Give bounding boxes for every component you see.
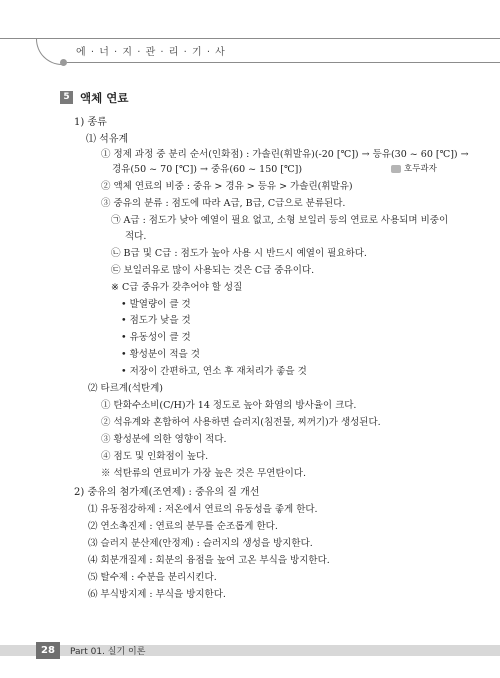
subitem-tar: ⑵ 타르계(석탄계) bbox=[88, 383, 163, 394]
bullet-item: • 점도가 낮을 것 bbox=[121, 315, 191, 326]
list-item: ⑸ 탈수제 : 수분을 분리시킨다. bbox=[88, 572, 217, 583]
section-title: 액체 연료 bbox=[80, 91, 129, 105]
list-item: ⑵ 연소촉진제 : 연료의 분무를 순조롭게 한다. bbox=[88, 521, 278, 532]
watermark-text: 호두과자 bbox=[404, 164, 437, 174]
text-line: 적다. bbox=[125, 231, 147, 242]
text-line: ③ 중유의 분류 : 점도에 따라 A급, B급, C급으로 분류된다. bbox=[101, 198, 346, 209]
text-line: ① 정제 과정 중 분리 순서(인화점) : 가솔린(휘발유)(-20 [℃]) → 등유(30 ~ 60 [℃]) → bbox=[101, 149, 469, 160]
item-1-heading: 1) 종류 bbox=[74, 117, 107, 128]
list-item: ⑶ 슬러지 분산제(안정제) : 슬러지의 생성을 방지한다. bbox=[88, 538, 313, 549]
text-line: ② 석유계와 혼합하여 사용하면 슬러지(침전물, 찌꺼기)가 생성된다. bbox=[101, 417, 381, 428]
watermark-label bbox=[391, 162, 437, 174]
text-line: ④ 점도 및 인화점이 높다. bbox=[101, 451, 209, 462]
header-rule bbox=[0, 38, 500, 39]
page-number: 28 bbox=[36, 642, 60, 659]
note-line: ※ C급 중유가 갖추어야 할 성질 bbox=[111, 282, 243, 293]
running-header: 에 · 너 · 지 · 관 · 리 · 기 · 사 bbox=[76, 47, 226, 58]
list-item: ⑴ 유동점강하제 : 저온에서 연료의 유동성을 좋게 한다. bbox=[88, 504, 318, 515]
list-item: ⑹ 부식방지제 : 부식을 방지한다. bbox=[88, 589, 226, 600]
subitem-petroleum: ⑴ 석유계 bbox=[86, 134, 129, 145]
list-item: ⑷ 회분개질제 : 회분의 융점을 높여 고온 부식을 방지한다. bbox=[88, 555, 330, 566]
item-2-heading: 2) 중유의 첨가제(조연제) : 중유의 질 개선 bbox=[74, 487, 260, 498]
bullet-item: • 발열량이 클 것 bbox=[121, 299, 191, 310]
text-line: ㉢ 보일러유로 많이 사용되는 것은 C급 중유이다. bbox=[111, 265, 315, 276]
watermark-icon bbox=[391, 165, 401, 173]
text-line: ③ 황성분에 의한 영향이 적다. bbox=[101, 434, 227, 445]
text-line: ㉡ B급 및 C급 : 점도가 높아 사용 시 반드시 예열이 필요하다. bbox=[111, 248, 367, 259]
bullet-item: • 황성분이 적을 것 bbox=[121, 349, 200, 360]
note-line: ※ 석탄류의 연료비가 가장 높은 것은 무연탄이다. bbox=[101, 468, 307, 479]
bullet-item: • 저장이 간편하고, 연소 후 재처리가 좋을 것 bbox=[121, 366, 307, 377]
bullet-item: • 유동성이 클 것 bbox=[121, 332, 191, 343]
section-number: 5 bbox=[60, 91, 73, 104]
footer-part-label: Part 01. 실기 이론 bbox=[70, 647, 146, 657]
header-underline bbox=[67, 62, 500, 63]
text-line: ㉠ A급 : 점도가 낮아 예열이 필요 없고, 소형 보일러 등의 연료로 사용되며 비중이 bbox=[111, 215, 449, 226]
text-line: ② 액체 연료의 비중 : 중유 > 경유 > 등유 > 가솔린(휘발유) bbox=[101, 181, 353, 192]
header-dot bbox=[60, 59, 67, 66]
text-line: 경유(50 ~ 70 [℃]) → 중유(60 ~ 150 [℃]) bbox=[112, 164, 303, 175]
text-line: ① 탄화수소비(C/H)가 14 정도로 높아 화염의 방사율이 크다. bbox=[101, 400, 357, 411]
